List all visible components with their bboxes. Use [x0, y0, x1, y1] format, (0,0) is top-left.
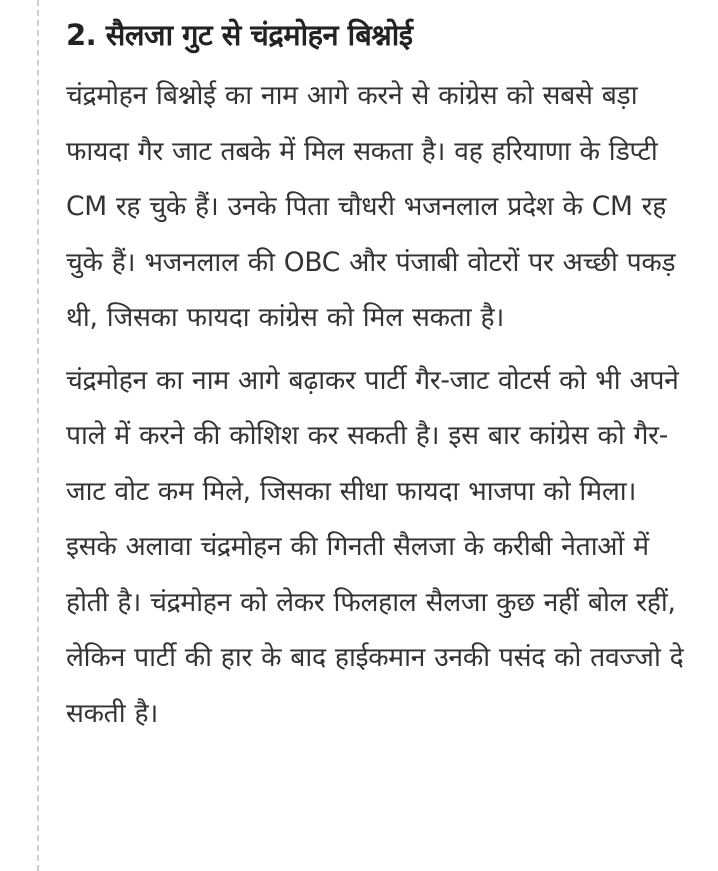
paragraph-2: चंद्रमोहन का नाम आगे बढ़ाकर पार्टी गैर-जाट वोटर्स को भी अपने पाले में करने की कोशिश कर सकती है। इस बार कांग्रेस को गैर-जाट वोट कम मिले, जिसका सीधा फायदा भाजपा को मिला। इसके अलावा चंद्रमोहन की गिनती सैलजा के करीबी नेताओं में होती है। चंद्रमोहन को लेकर फिलहाल सैलजा कुछ नहीं बोल रहीं, लेकिन पार्टी की हार के बाद हाईकमान उनकी पसंद को तवज्जो दे सकती है।: [66, 364, 684, 729]
paragraph-1: चंद्रमोहन बिश्नोई का नाम आगे करने से कांग्रेस को सबसे बड़ा फायदा गैर जाट तबके में मिल सकता है। वह हरियाणा के डिप्टी CM रह चुके हैं। उनके पिता चौधरी भजनलाल प्रदेश के CM रह चुके हैं। भजनलाल की OBC और पंजाबी वोटरों पर अच्छी पकड़ थी, जिसका फायदा कांग्रेस को मिल सकता है।: [66, 80, 676, 333]
article-body: [66, 8, 688, 741]
section-heading: 2. सैलजा गुट से चंद्रमोहन बिश्नोई: [66, 18, 413, 52]
left-dashed-rule: [37, 0, 39, 871]
